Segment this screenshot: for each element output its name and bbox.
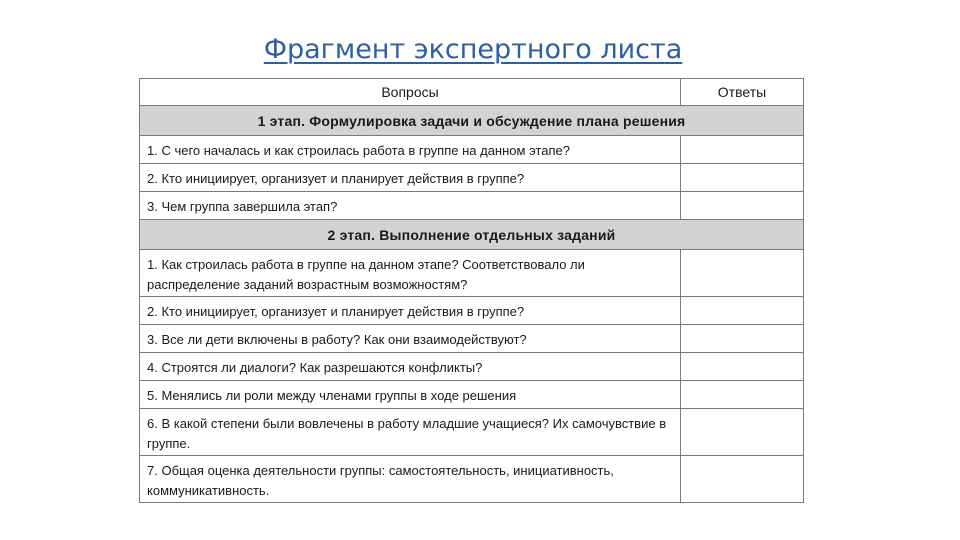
answer-cell[interactable] (681, 136, 804, 164)
table-row (140, 456, 804, 503)
table-row (140, 164, 804, 192)
stage-1-title: 1 этап. Формулировка задачи и обсуждение плана решения (140, 106, 804, 136)
table-header-row (140, 79, 804, 106)
question-cell: 2. Кто инициирует, организует и планирует действия в группе? (140, 297, 681, 325)
question-cell: 3. Все ли дети включены в работу? Как они взаимодействуют? (140, 325, 681, 353)
answer-cell[interactable] (681, 164, 804, 192)
table-row (140, 250, 804, 297)
stage-2-row (140, 220, 804, 250)
question-cell: 1. С чего началась и как строилась работа в группе на данном этапе? (140, 136, 681, 164)
page-title: Фрагмент экспертного листа (263, 34, 683, 65)
table-row (140, 136, 804, 164)
table-row (140, 325, 804, 353)
answer-cell[interactable] (681, 325, 804, 353)
questions-header: Вопросы (140, 79, 681, 106)
question-cell: 5. Менялись ли роли между членами группы в ходе решения (140, 381, 681, 409)
question-cell: 4. Строятся ли диалоги? Как разрешаются конфликты? (140, 353, 681, 381)
answer-cell[interactable] (681, 192, 804, 220)
question-cell: 1. Как строилась работа в группе на данном этапе? Соответствовало ли распределение заданий возрастным возможностям? (140, 250, 681, 297)
answer-cell[interactable] (681, 381, 804, 409)
table-row (140, 409, 804, 456)
stage-2-title: 2 этап. Выполнение отдельных заданий (140, 220, 804, 250)
question-cell: 3. Чем группа завершила этап? (140, 192, 681, 220)
table-row (140, 381, 804, 409)
question-cell: 6. В какой степени были вовлечены в работу младшие учащиеся? Их самочувствие в группе. (140, 409, 681, 456)
table-row (140, 353, 804, 381)
answer-cell[interactable] (681, 409, 804, 456)
table-row (140, 297, 804, 325)
question-cell: 7. Общая оценка деятельности группы: самостоятельность, инициативность, коммуникативность. (140, 456, 681, 503)
answer-cell[interactable] (681, 456, 804, 503)
answer-cell[interactable] (681, 297, 804, 325)
answer-cell[interactable] (681, 250, 804, 297)
answer-cell[interactable] (681, 353, 804, 381)
question-cell: 2. Кто инициирует, организует и планирует действия в группе? (140, 164, 681, 192)
answers-header: Ответы (681, 79, 804, 106)
expert-sheet-table (139, 78, 804, 503)
table-row (140, 192, 804, 220)
stage-1-row (140, 106, 804, 136)
